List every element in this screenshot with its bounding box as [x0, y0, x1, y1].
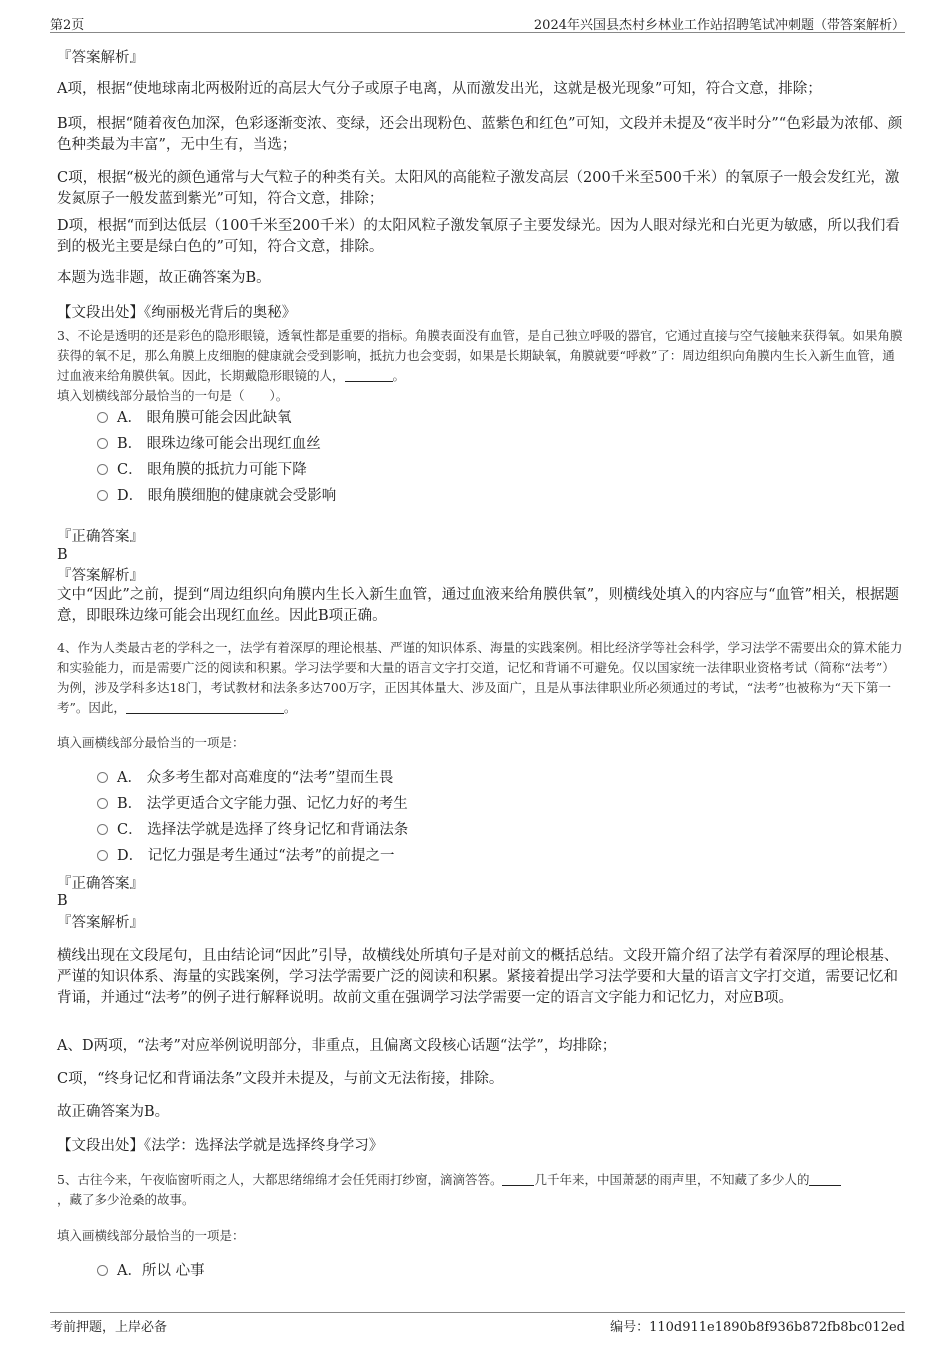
- q3-stem: 3、不论是透明的还是彩色的隐形眼镜，透氧性都是重要的指标。角膜表面没有血管，是自己独立呼吸的器官，它通过直接与空气接触来获得氧。如果角膜获得的氧不足，那么角膜上皮细胞的健康就会受到影响，抵抗力也会变弱，如果是长期缺氧，角膜就要“呼救”了：周边组织向角膜内生长入新生血管，通过血液来给角膜供氧。因此，长期戴隐形眼镜的人， 。: [57, 328, 903, 383]
- q2-source: 【文段出处】《绚丽极光背后的奥秘》: [57, 305, 297, 321]
- q3-option-c[interactable]: C． 眼角膜的抵抗力可能下降: [97, 460, 307, 480]
- q3-option-d[interactable]: D． 眼角膜细胞的健康就会受影响: [97, 486, 336, 506]
- document-title: 2024年兴国县杰村乡林业工作站招聘笔试冲刺题（带答案解析）: [533, 18, 905, 33]
- q5-stem: 5、古往今来，午夜临窗听雨之人，大都思绪绵绵才会任凭雨打纱窗，滴滴答答。 几千年来，中国萧瑟的雨声里，不知藏了多少人的，藏了多少沧桑的故事。: [57, 1170, 847, 1210]
- q4-option-c[interactable]: C． 选择法学就是选择了终身记忆和背诵法条: [97, 820, 408, 840]
- page-number: 第2页: [50, 18, 85, 33]
- q3-option-a[interactable]: A． 眼角膜可能会因此缺氧: [97, 408, 292, 428]
- q5-prompt: 填入画横线部分最恰当的一项是：: [57, 1228, 245, 1243]
- footer-slogan: 考前押题，上岸必备: [50, 1320, 168, 1335]
- q4-option-a[interactable]: A． 众多考生都对高难度的“法考”望而生畏: [97, 768, 393, 788]
- q4-conclusion: 故正确答案为B。: [57, 1104, 170, 1120]
- radio-icon[interactable]: [97, 824, 108, 835]
- q4-answer: B: [57, 893, 68, 909]
- q3-answer: B: [57, 547, 68, 563]
- q3-prompt: 填入划横线部分最恰当的一句是（ ）。: [57, 388, 289, 403]
- page-footer: [50, 1312, 905, 1336]
- radio-icon[interactable]: [97, 438, 108, 449]
- q2-analysis-label: 『答案解析』: [57, 50, 144, 66]
- q3-answer-label: 『正确答案』: [57, 529, 144, 545]
- q3-analysis-label: 『答案解析』: [57, 568, 144, 584]
- page-header: [50, 14, 905, 33]
- radio-icon[interactable]: [97, 490, 108, 501]
- radio-icon[interactable]: [97, 798, 108, 809]
- q3-blank: [345, 367, 393, 382]
- q3-option-b[interactable]: B． 眼珠边缘可能会出现红血丝: [97, 434, 321, 454]
- radio-icon[interactable]: [97, 464, 108, 475]
- q2-analysis-c: C项，根据“极光的颜色通常与大气粒子的种类有关。太阳风的高能粒子激发高层（200千米至500千米）的氧原子一般会发红光，激发氮原子一般发蓝到紫光”可知，符合文意，排除；: [57, 170, 900, 207]
- q3-analysis: 文中“因此”之前，提到“周边组织向角膜内生长入新生血管，通过血液来给角膜供氧”，则横线处填入的内容应与“血管”相关，根据题意，即眼珠边缘可能会出现红血丝。因此B项正确。: [57, 587, 899, 624]
- q4-stem: 4、作为人类最古老的学科之一，法学有着深厚的理论根基、严谨的知识体系、海量的实践案例。相比经济学等社会科学，学习法学不需要出众的算术能力和实验能力，而是需要广泛的阅读和积累。学习法学要和大量的语言文字打交道，记忆和背诵不可避免。仅以国家统一法律职业资格考试（简称“法考”）为例，涉及学科多达18门，考试教材和法条多达700万字，正因其体量大、涉及面广，且是从事法律职业所必须通过的考试，“法考”也被称为“天下第一考”。因此， 。: [57, 640, 903, 715]
- q5-blank-2: [809, 1171, 841, 1186]
- radio-icon[interactable]: [97, 1265, 108, 1276]
- q4-option-b[interactable]: B． 法学更适合文字能力强、记忆力好的考生: [97, 794, 408, 814]
- q5-option-a[interactable]: A．所以 心事: [97, 1261, 205, 1281]
- radio-icon[interactable]: [97, 772, 108, 783]
- q5-blank-1: [502, 1171, 534, 1186]
- q4-analysis: 横线出现在文段尾句，且由结论词“因此”引导，故横线处所填句子是对前文的概括总结。文段开篇介绍了法学有着深厚的理论根基、严谨的知识体系、海量的实践案例，学习法学需要广泛的阅读和积累。紧接着提出学习法学要和大量的语言文字打交道，需要记忆和背诵，并通过“法考”的例子进行解释说明。故前文重在强调学习法学需要一定的语言文字能力和记忆力，对应B项。: [57, 948, 899, 1006]
- q4-prompt: 填入画横线部分最恰当的一项是：: [57, 735, 245, 750]
- q2-analysis-b: B项，根据“随着夜色加深，色彩逐渐变浓、变绿，还会出现粉色、蓝紫色和红色”可知，文段并未提及“夜半时分”“色彩最为浓郁、颜色种类最为丰富”，无中生有，当选；: [57, 116, 903, 153]
- q4-option-d[interactable]: D． 记忆力强是考生通过“法考”的前提之一: [97, 846, 395, 866]
- document-code: 编号：110d911e1890b8f936b872fb8bc012ed: [610, 1320, 905, 1335]
- q4-source: 【文段出处】《法学：选择法学就是选择终身学习》: [57, 1138, 384, 1154]
- radio-icon[interactable]: [97, 412, 108, 423]
- q4-analysis-c: C项，“终身记忆和背诵法条”文段并未提及，与前文无法衔接，排除。: [57, 1071, 504, 1087]
- radio-icon[interactable]: [97, 850, 108, 861]
- q4-analysis-label: 『答案解析』: [57, 915, 144, 931]
- q4-answer-label: 『正确答案』: [57, 876, 144, 892]
- q2-analysis-a: A项，根据“使地球南北两极附近的高层大气分子或原子电离，从而激发出光，这就是极光现象”可知，符合文意，排除；: [57, 81, 822, 97]
- q4-blank: [126, 699, 284, 714]
- q2-conclusion: 本题为选非题，故正确答案为B。: [57, 270, 271, 286]
- q4-analysis-ad: A、D两项，“法考”对应举例说明部分，非重点，且偏离文段核心话题“法学”，均排除；: [57, 1038, 617, 1054]
- q2-analysis-d: D项，根据“而到达低层（100千米至200千米）的太阳风粒子激发氧原子主要发绿光。因为人眼对绿光和白光更为敏感，所以我们看到的极光主要是绿白色的”可知，符合文意，排除。: [57, 218, 900, 255]
